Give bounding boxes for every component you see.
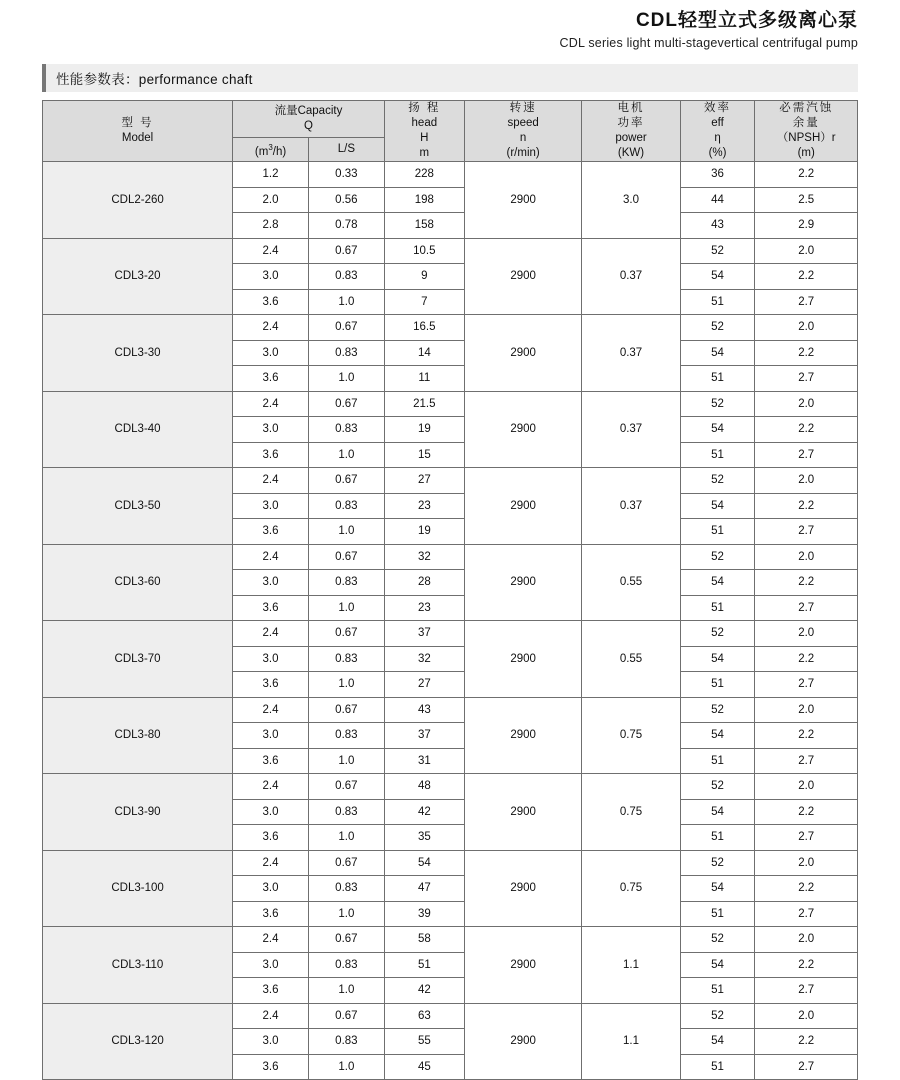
cell-capacity-m3h: 3.6 [233,1054,309,1080]
column-header-power-cn1: 电机 [617,102,645,114]
column-header-power-unit: (KW) [617,147,645,159]
cell-efficiency: 54 [680,876,755,902]
cell-speed: 2900 [464,1003,581,1080]
cell-capacity-m3h: 3.0 [233,876,309,902]
cell-head: 21.5 [384,391,464,417]
cell-npsh: 2.5 [755,187,858,213]
cell-power: 0.37 [582,238,680,315]
cell-head: 23 [384,595,464,621]
cell-efficiency: 52 [680,621,755,647]
cell-capacity-ls: 0.83 [308,264,384,290]
cell-capacity-ls: 0.67 [308,468,384,494]
cell-power: 0.75 [582,697,680,774]
cell-npsh: 2.2 [755,876,858,902]
cell-speed: 2900 [464,774,581,851]
cell-efficiency: 44 [680,187,755,213]
column-header-power-en: power [615,132,647,144]
cell-npsh: 2.2 [755,417,858,443]
cell-head: 16.5 [384,315,464,341]
cell-head: 42 [384,978,464,1004]
cell-capacity-ls: 0.83 [308,340,384,366]
cell-efficiency: 54 [680,1029,755,1055]
cell-capacity-ls: 1.0 [308,825,384,851]
column-header-capacity [233,101,385,138]
cell-capacity-ls: 0.67 [308,850,384,876]
cell-capacity-m3h: 2.4 [233,621,309,647]
cell-model: CDL3-40 [43,391,233,468]
column-header-npsh-en: （NPSH）r [776,132,836,144]
cell-speed: 2900 [464,544,581,621]
cell-head: 47 [384,876,464,902]
unit-m3h-prefix: (m [254,145,269,158]
cell-power: 0.75 [582,774,680,851]
table-row [43,468,858,494]
cell-capacity-m3h: 2.4 [233,544,309,570]
cell-npsh: 2.7 [755,442,858,468]
cell-power: 0.37 [582,468,680,545]
cell-efficiency: 54 [680,264,755,290]
cell-capacity-ls: 0.83 [308,646,384,672]
table-row [43,697,858,723]
cell-capacity-ls: 1.0 [308,595,384,621]
table-row [43,850,858,876]
column-header-head-unit: m [419,147,430,159]
cell-model: CDL3-50 [43,468,233,545]
cell-capacity-ls: 0.78 [308,213,384,239]
cell-capacity-m3h: 2.4 [233,315,309,341]
cell-capacity-m3h: 3.6 [233,442,309,468]
cell-capacity-ls: 1.0 [308,289,384,315]
section-header-label: 性能参数表：performance chaft [56,72,253,87]
cell-efficiency: 52 [680,850,755,876]
cell-speed: 2900 [464,468,581,545]
cell-capacity-m3h: 3.0 [233,646,309,672]
cell-capacity-ls: 0.33 [308,162,384,188]
column-header-speed-cn: 转速 [509,102,537,114]
column-header-head [384,101,464,162]
cell-capacity-ls: 0.83 [308,799,384,825]
cell-npsh: 2.7 [755,825,858,851]
cell-efficiency: 52 [680,774,755,800]
cell-efficiency: 51 [680,672,755,698]
cell-efficiency: 54 [680,493,755,519]
cell-npsh: 2.7 [755,1054,858,1080]
cell-capacity-ls: 0.83 [308,570,384,596]
cell-capacity-ls: 0.67 [308,774,384,800]
cell-power: 3.0 [582,162,680,239]
cell-capacity-m3h: 2.4 [233,774,309,800]
cell-npsh: 2.0 [755,621,858,647]
cell-efficiency: 51 [680,366,755,392]
cell-npsh: 2.0 [755,850,858,876]
cell-capacity-m3h: 3.6 [233,748,309,774]
cell-head: 28 [384,570,464,596]
cell-capacity-m3h: 1.2 [233,162,309,188]
cell-head: 32 [384,544,464,570]
cell-power: 1.1 [582,1003,680,1080]
cell-speed: 2900 [464,850,581,927]
cell-power: 1.1 [582,927,680,1004]
cell-head: 27 [384,672,464,698]
cell-head: 14 [384,340,464,366]
cell-efficiency: 36 [680,162,755,188]
column-header-speed [464,101,581,162]
cell-capacity-ls: 1.0 [308,672,384,698]
cell-model: CDL3-30 [43,315,233,392]
cell-npsh: 2.2 [755,1029,858,1055]
cell-efficiency: 52 [680,238,755,264]
column-header-power [582,101,680,162]
cell-head: 54 [384,850,464,876]
cell-capacity-m3h: 3.0 [233,723,309,749]
cell-head: 19 [384,519,464,545]
cell-capacity-m3h: 2.8 [233,213,309,239]
cell-capacity-ls: 0.67 [308,621,384,647]
cell-efficiency: 52 [680,544,755,570]
cell-model: CDL2-260 [43,162,233,239]
cell-npsh: 2.7 [755,366,858,392]
cell-npsh: 2.2 [755,264,858,290]
cell-capacity-m3h: 3.0 [233,952,309,978]
cell-head: 228 [384,162,464,188]
cell-model: CDL3-110 [43,927,233,1004]
cell-efficiency: 54 [680,723,755,749]
unit-m3h-suffix: /h) [272,145,287,158]
cell-capacity-m3h: 2.4 [233,927,309,953]
cell-capacity-ls: 0.83 [308,952,384,978]
cell-npsh: 2.2 [755,723,858,749]
column-header-eff-unit: (%) [708,147,727,159]
cell-head: 15 [384,442,464,468]
cell-capacity-m3h: 3.6 [233,672,309,698]
cell-efficiency: 51 [680,748,755,774]
cell-capacity-m3h: 2.4 [233,697,309,723]
column-header-capacity-ls: L/S [308,138,384,162]
cell-capacity-m3h: 2.4 [233,468,309,494]
cell-capacity-ls: 0.83 [308,417,384,443]
column-header-model [43,101,233,162]
column-header-npsh-cn2: 余量 [792,117,820,129]
column-header-speed-symbol: n [519,132,527,144]
cell-capacity-m3h: 3.6 [233,901,309,927]
cell-head: 32 [384,646,464,672]
cell-speed: 2900 [464,315,581,392]
cell-capacity-m3h: 3.6 [233,595,309,621]
cell-capacity-m3h: 3.0 [233,493,309,519]
cell-npsh: 2.0 [755,391,858,417]
cell-npsh: 2.7 [755,595,858,621]
cell-efficiency: 52 [680,468,755,494]
table-row [43,621,858,647]
cell-npsh: 2.2 [755,952,858,978]
cell-capacity-m3h: 2.4 [233,391,309,417]
cell-head: 48 [384,774,464,800]
cell-npsh: 2.0 [755,238,858,264]
cell-head: 27 [384,468,464,494]
cell-capacity-ls: 0.67 [308,544,384,570]
document-title-cn: CDL轻型立式多级离心泵 [635,10,858,31]
cell-npsh: 2.7 [755,748,858,774]
cell-efficiency: 54 [680,646,755,672]
cell-head: 37 [384,723,464,749]
cell-head: 19 [384,417,464,443]
cell-efficiency: 43 [680,213,755,239]
cell-efficiency: 51 [680,978,755,1004]
cell-power: 0.55 [582,621,680,698]
cell-efficiency: 51 [680,1054,755,1080]
cell-head: 42 [384,799,464,825]
column-header-model-cn: 型 号 [121,117,154,129]
cell-capacity-m3h: 2.4 [233,1003,309,1029]
cell-efficiency: 51 [680,901,755,927]
cell-head: 158 [384,213,464,239]
cell-capacity-ls: 1.0 [308,978,384,1004]
cell-capacity-ls: 0.83 [308,1029,384,1055]
cell-model: CDL3-80 [43,697,233,774]
cell-speed: 2900 [464,391,581,468]
cell-capacity-ls: 0.83 [308,876,384,902]
table-row [43,774,858,800]
cell-npsh: 2.0 [755,315,858,341]
performance-parameters-table [42,100,858,1080]
cell-head: 43 [384,697,464,723]
table-row [43,544,858,570]
column-header-capacity-m3h [233,138,309,162]
cell-head: 51 [384,952,464,978]
column-header-power-cn2: 功率 [617,117,645,129]
cell-capacity-m3h: 3.0 [233,570,309,596]
cell-head: 39 [384,901,464,927]
column-header-eff-en: eff [711,117,724,129]
cell-capacity-ls: 0.83 [308,493,384,519]
cell-npsh: 2.2 [755,799,858,825]
cell-head: 37 [384,621,464,647]
cell-capacity-m3h: 3.0 [233,417,309,443]
cell-model: CDL3-60 [43,544,233,621]
table-body [43,162,858,1080]
cell-capacity-ls: 0.83 [308,723,384,749]
cell-efficiency: 51 [680,519,755,545]
cell-npsh: 2.2 [755,340,858,366]
cell-capacity-ls: 1.0 [308,901,384,927]
cell-npsh: 2.0 [755,544,858,570]
section-header-band [42,64,858,92]
cell-head: 45 [384,1054,464,1080]
cell-power: 0.55 [582,544,680,621]
table-row [43,1003,858,1029]
cell-capacity-ls: 0.67 [308,238,384,264]
cell-capacity-ls: 1.0 [308,442,384,468]
column-header-head-symbol: H [420,132,429,144]
cell-efficiency: 52 [680,927,755,953]
cell-npsh: 2.2 [755,493,858,519]
cell-npsh: 2.0 [755,774,858,800]
cell-capacity-ls: 0.67 [308,927,384,953]
cell-npsh: 2.0 [755,468,858,494]
cell-speed: 2900 [464,162,581,239]
cell-head: 55 [384,1029,464,1055]
cell-npsh: 2.7 [755,672,858,698]
cell-model: CDL3-20 [43,238,233,315]
cell-capacity-m3h: 2.4 [233,238,309,264]
cell-power: 0.37 [582,391,680,468]
cell-head: 198 [384,187,464,213]
cell-npsh: 2.2 [755,646,858,672]
document-title-en: CDL series light multi-stagevertical centrifugal pump [559,36,858,50]
cell-speed: 2900 [464,697,581,774]
table-row [43,238,858,264]
column-header-npsh [755,101,858,162]
cell-capacity-ls: 0.67 [308,391,384,417]
cell-head: 10.5 [384,238,464,264]
unit-m3h-exponent: 3 [268,142,273,152]
cell-model: CDL3-120 [43,1003,233,1080]
cell-efficiency: 52 [680,391,755,417]
cell-npsh: 2.7 [755,901,858,927]
cell-head: 63 [384,1003,464,1029]
cell-capacity-m3h: 3.6 [233,366,309,392]
cell-npsh: 2.0 [755,927,858,953]
cell-efficiency: 54 [680,340,755,366]
column-header-npsh-cn1: 必需汽蚀 [779,102,834,114]
cell-efficiency: 52 [680,697,755,723]
cell-capacity-m3h: 2.4 [233,850,309,876]
cell-speed: 2900 [464,621,581,698]
cell-capacity-m3h: 3.6 [233,289,309,315]
cell-npsh: 2.9 [755,213,858,239]
cell-model: CDL3-100 [43,850,233,927]
cell-head: 35 [384,825,464,851]
cell-npsh: 2.2 [755,162,858,188]
cell-npsh: 2.7 [755,978,858,1004]
cell-capacity-ls: 0.67 [308,697,384,723]
cell-capacity-m3h: 3.0 [233,340,309,366]
cell-head: 58 [384,927,464,953]
cell-npsh: 2.0 [755,697,858,723]
column-header-npsh-unit: (m) [797,147,815,159]
cell-speed: 2900 [464,238,581,315]
column-header-efficiency [680,101,755,162]
cell-capacity-m3h: 3.6 [233,978,309,1004]
cell-efficiency: 52 [680,1003,755,1029]
cell-head: 7 [384,289,464,315]
cell-capacity-m3h: 2.0 [233,187,309,213]
cell-speed: 2900 [464,927,581,1004]
cell-capacity-m3h: 3.6 [233,519,309,545]
column-header-speed-en: speed [507,117,539,129]
table-row [43,162,858,188]
column-header-eff-symbol: η [714,132,721,144]
cell-capacity-m3h: 3.0 [233,264,309,290]
cell-efficiency: 51 [680,595,755,621]
column-header-head-cn: 扬 程 [408,102,441,114]
cell-efficiency: 54 [680,417,755,443]
cell-capacity-ls: 1.0 [308,519,384,545]
column-header-capacity-label: 流量Capacity [274,105,343,117]
cell-head: 11 [384,366,464,392]
table-header-row-1 [43,101,858,138]
cell-capacity-ls: 1.0 [308,748,384,774]
cell-efficiency: 54 [680,570,755,596]
cell-power: 0.37 [582,315,680,392]
table-row [43,927,858,953]
cell-efficiency: 51 [680,442,755,468]
cell-head: 23 [384,493,464,519]
cell-capacity-ls: 0.67 [308,315,384,341]
cell-model: CDL3-70 [43,621,233,698]
table-row [43,391,858,417]
column-header-head-en: head [411,117,438,129]
column-header-capacity-symbol: Q [303,120,313,132]
cell-capacity-m3h: 3.0 [233,799,309,825]
cell-capacity-m3h: 3.0 [233,1029,309,1055]
column-header-eff-cn: 效率 [704,102,732,114]
cell-head: 9 [384,264,464,290]
cell-efficiency: 52 [680,315,755,341]
cell-npsh: 2.2 [755,570,858,596]
table-row [43,315,858,341]
cell-npsh: 2.7 [755,289,858,315]
column-header-speed-unit: (r/min) [506,147,540,159]
cell-capacity-ls: 0.67 [308,1003,384,1029]
table-head [43,101,858,162]
cell-capacity-ls: 1.0 [308,1054,384,1080]
cell-head: 31 [384,748,464,774]
cell-efficiency: 54 [680,799,755,825]
cell-efficiency: 54 [680,952,755,978]
cell-efficiency: 51 [680,825,755,851]
cell-capacity-m3h: 3.6 [233,825,309,851]
cell-power: 0.75 [582,850,680,927]
cell-npsh: 2.7 [755,519,858,545]
cell-npsh: 2.0 [755,1003,858,1029]
cell-efficiency: 51 [680,289,755,315]
document-header [0,0,900,52]
cell-capacity-ls: 0.56 [308,187,384,213]
cell-capacity-ls: 1.0 [308,366,384,392]
cell-model: CDL3-90 [43,774,233,851]
column-header-model-en: Model [121,132,154,144]
